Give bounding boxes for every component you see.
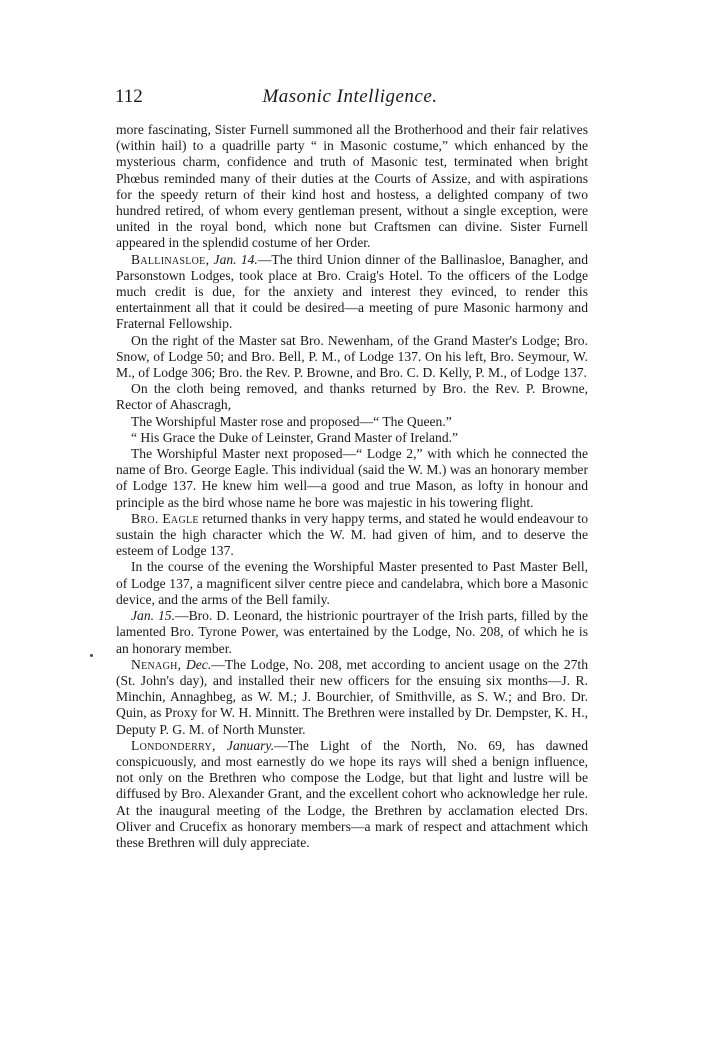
article-body	[116, 122, 588, 851]
report-date: Jan. 14.	[213, 251, 258, 267]
place-name: Ballinasloe,	[131, 251, 210, 267]
paragraph-seating: On the right of the Master sat Bro. Newenham, of the Grand Master's Lodge; Bro. Snow, of Lodge 50; and Bro. Bell, P. M., of Lodge 137. On his left, Bro. Seymour, W. M., of Lodge 306; Bro. the Rev. P. Browne, and Bro. C. D. Kelly, P. M., of Lodge 137.	[116, 332, 588, 381]
paragraph-toast-lodge-2: The Worshipful Master next proposed—“ Lodge 2,” with which he connected the name of Bro. George Eagle. This individual (said the W. M.) was an honorary member of Lodge 137. He knew him well—a good and true Mason, as lofty in honour and principle as the bird whose name he bore was majestic in his towering flight.	[116, 446, 588, 510]
paragraph-text: —The third Union dinner of the Ballinasloe, Banagher, and Parsonstown Lodges, took place at Bro. Craig's Hotel. To the officers of the Lodge much credit is due, for the anxiety and interest they evinced, to render this entertainment all that it could be desired—a meeting of pure Masonic harmony and Fraternal Fellowship.	[116, 251, 589, 332]
report-date: January.	[226, 737, 275, 753]
paragraph-furnell-party: more fascinating, Sister Furnell summoned all the Brotherhood and their fair relatives (within hail) to a quadrille party “ in Masonic costume,” which enhanced by the mysterious charm, confidence and truth of Masonic test, terminated when bright Phœbus reminded many of their duties at the Courts of Assize, and with aspirations for the speedy return of their kind host and hostess, a delighted company of two hundred retired, of whom every gentleman present, without a single exception, were united in the royal bond, which none but Craftsmen can divine. Sister Furnell appeared in the splendid costume of her Order.	[116, 122, 588, 251]
paragraph-cloth-removed: On the cloth being removed, and thanks returned by Bro. the Rev. P. Browne, Rector of Ahascragh,	[116, 381, 588, 413]
person-name: Bro. Eagle	[131, 510, 199, 526]
paragraph-toast-duke: “ His Grace the Duke of Leinster, Grand Master of Ireland.”	[131, 429, 459, 445]
paragraph-leonard	[116, 608, 588, 657]
paragraph-text: —Bro. D. Leonard, the histrionic pourtrayer of the Irish parts, filled by the lamented Bro. Tyrone Power, was entertained by the Lodge, No. 208, of which he is an honorary member.	[116, 608, 588, 656]
report-date: Dec.	[185, 656, 212, 672]
place-name: Londonderry,	[131, 737, 216, 753]
paragraph-eagle-reply	[116, 511, 588, 560]
paragraph-text: —The Light of the North, No. 69, has dawned conspicuously, and most earnestly do we hope its rays will shed a benign influence, not only on the Brethren who compose the Lodge, but that light and lustre will be diffused by Bro. Alexander Grant, and the excellent cohort who acknowledge her rule. At the inaugural meeting of the Lodge, the Brethren by acclamation elected Drs. Oliver and Crucefix as honorary members—a mark of respect and attachment which these Brethren will duly appreciate.	[116, 737, 588, 850]
page-header	[115, 86, 585, 112]
paragraph-text: returned thanks in very happy terms, and stated he would endeavour to sustain the high character which the W. M. had given of him, and to deserve the esteem of Lodge 137.	[116, 510, 588, 559]
page-number: 112	[115, 86, 143, 107]
running-title: Masonic Intelligence.	[262, 86, 438, 107]
paragraph-ballinasloe	[116, 252, 588, 333]
paragraph-presentation: In the course of the evening the Worshipful Master presented to Past Master Bell, of Lodge 137, a magnificent silver centre piece and candelabra, which bore a Masonic device, and the arms of the Bell family.	[116, 559, 588, 607]
paragraph-nenagh	[116, 657, 588, 738]
ink-speck	[90, 654, 93, 657]
paragraph-londonderry	[116, 738, 588, 851]
paragraph-toast-queen: The Worshipful Master rose and proposed—“ The Queen.”	[131, 413, 452, 429]
report-date: Jan. 15.	[131, 608, 175, 624]
place-name: Nenagh,	[131, 656, 182, 672]
paragraph-text: —The Lodge, No. 208, met according to ancient usage on the 27th (St. John's day), and installed their new officers for the ensuing six months—J. R. Minchin, Annaghbeg, as W. M.; J. Bourchier, of Smithville, as S. W.; and Bro. Dr. Quin, as Proxy for W. H. Minnitt. The Brethren were installed by Dr. Dempster, K. H., Deputy P. G. M. of North Munster.	[116, 656, 588, 737]
